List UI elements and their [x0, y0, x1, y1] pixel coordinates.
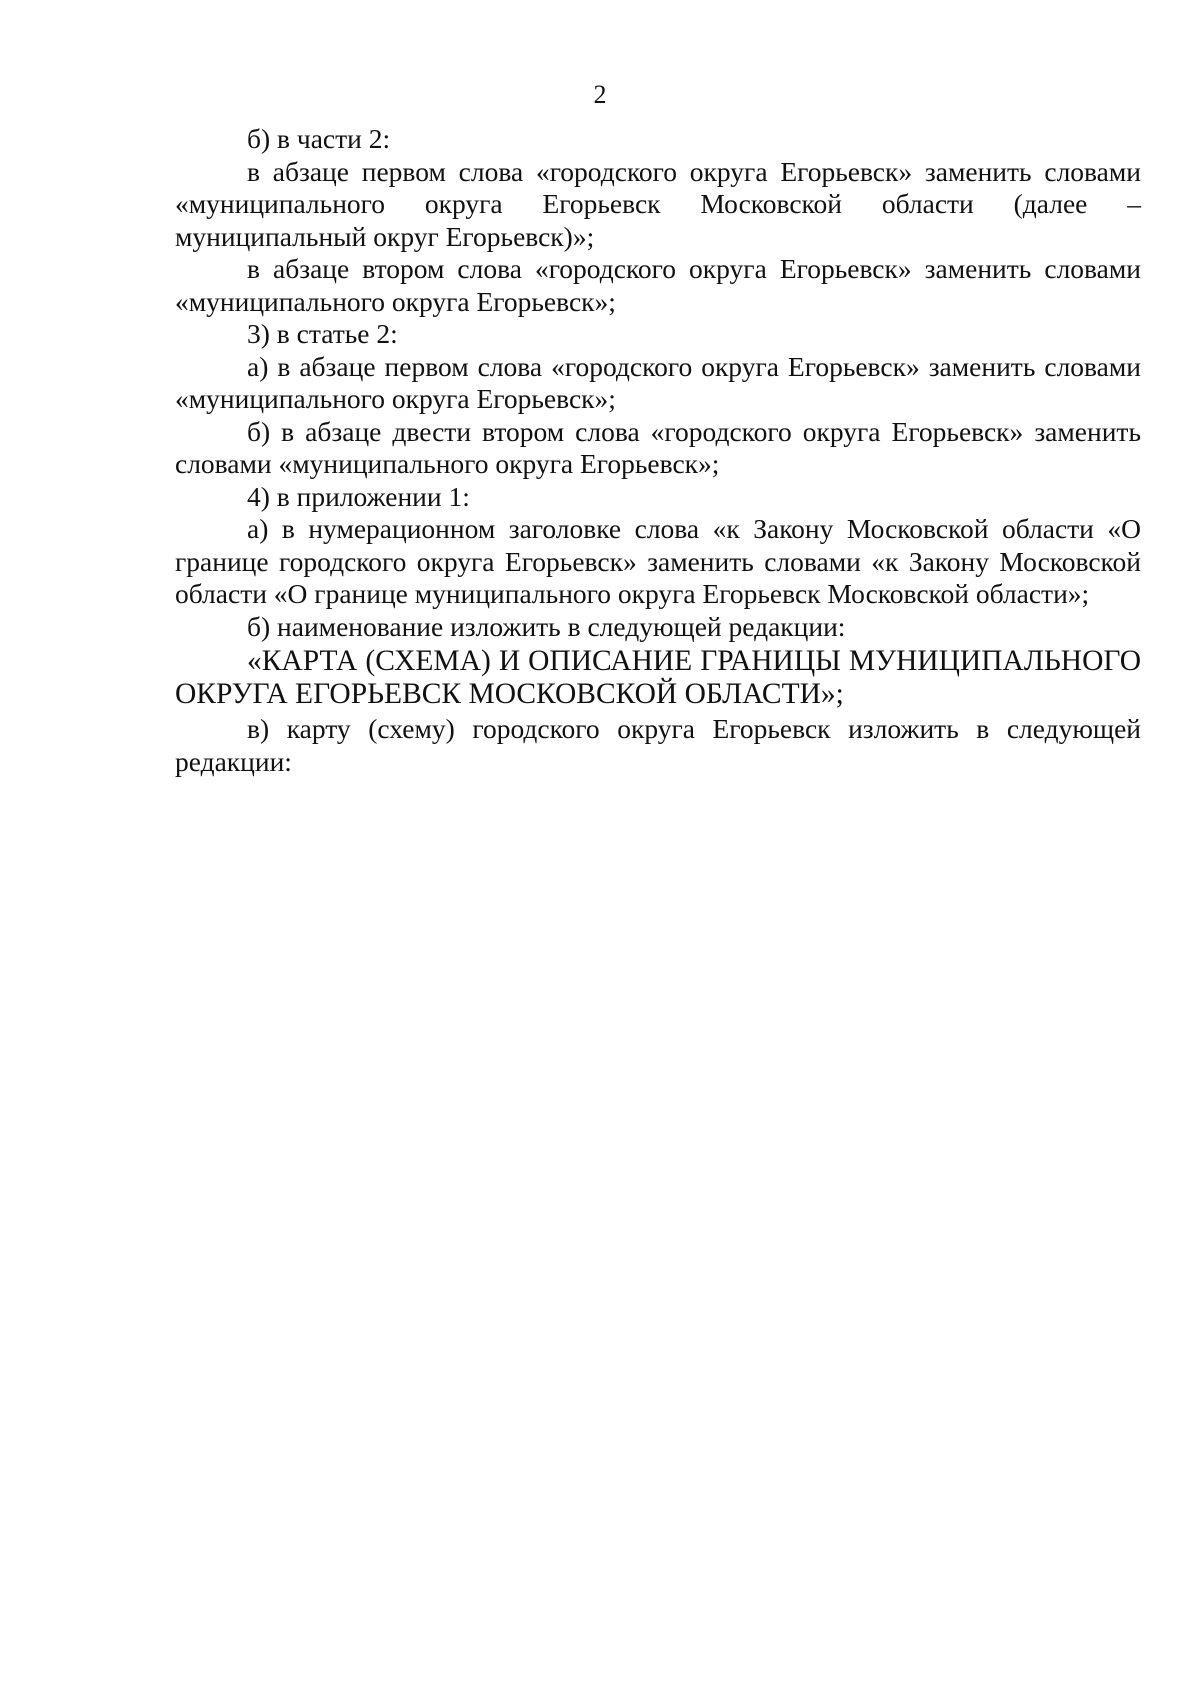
paragraph-part-2-heading: б) в части 2: [247, 123, 391, 154]
paragraph-first-abzac-amendment: в абзаце первом слова «городского округа Егорьевск» заменить словами «муниципального округа Егорьевск Московской области (далее – муниципальный округ Егорьевск)»; [175, 155, 1141, 252]
document-body [175, 123, 1141, 778]
paragraph-article-2-item-b: б) в абзаце двести втором слова «городского округа Егорьевск» заменить словами «муниципального округа Егорьевск»; [175, 415, 1141, 479]
paragraph-new-title: «КАРТА (СХЕМА) И ОПИСАНИЕ ГРАНИЦЫ МУНИЦИПАЛЬНОГО ОКРУГА ЕГОРЬЕВСК МОСКОВСКОЙ ОБЛАСТИ»; [175, 645, 1141, 710]
paragraph-article-2-heading: 3) в статье 2: [247, 318, 398, 349]
paragraph-article-2-item-a: а) в абзаце первом слова «городского округа Егорьевск» заменить словами «муниципального округа Егорьевск»; [175, 350, 1141, 414]
page-number: 2 [593, 80, 607, 109]
paragraph-appendix-1-item-c: в) карту (схему) городского округа Егорьевск изложить в следующей редакции: [175, 713, 1141, 777]
paragraph-appendix-1-item-b: б) наименование изложить в следующей редакции: [247, 610, 846, 642]
paragraph-appendix-1-item-a: а) в нумерационном заголовке слова «к Закону Московской области «О границе городского округа Егорьевск» заменить словами «к Закону Московской области «О границе муниципального округа Егорьевск Московской области»; [175, 513, 1141, 609]
paragraph-second-abzac-amendment: в абзаце втором слова «городского округа Егорьевск» заменить словами «муниципального округа Егорьевск»; [175, 253, 1141, 317]
paragraph-appendix-1-heading: 4) в приложении 1: [247, 480, 470, 512]
